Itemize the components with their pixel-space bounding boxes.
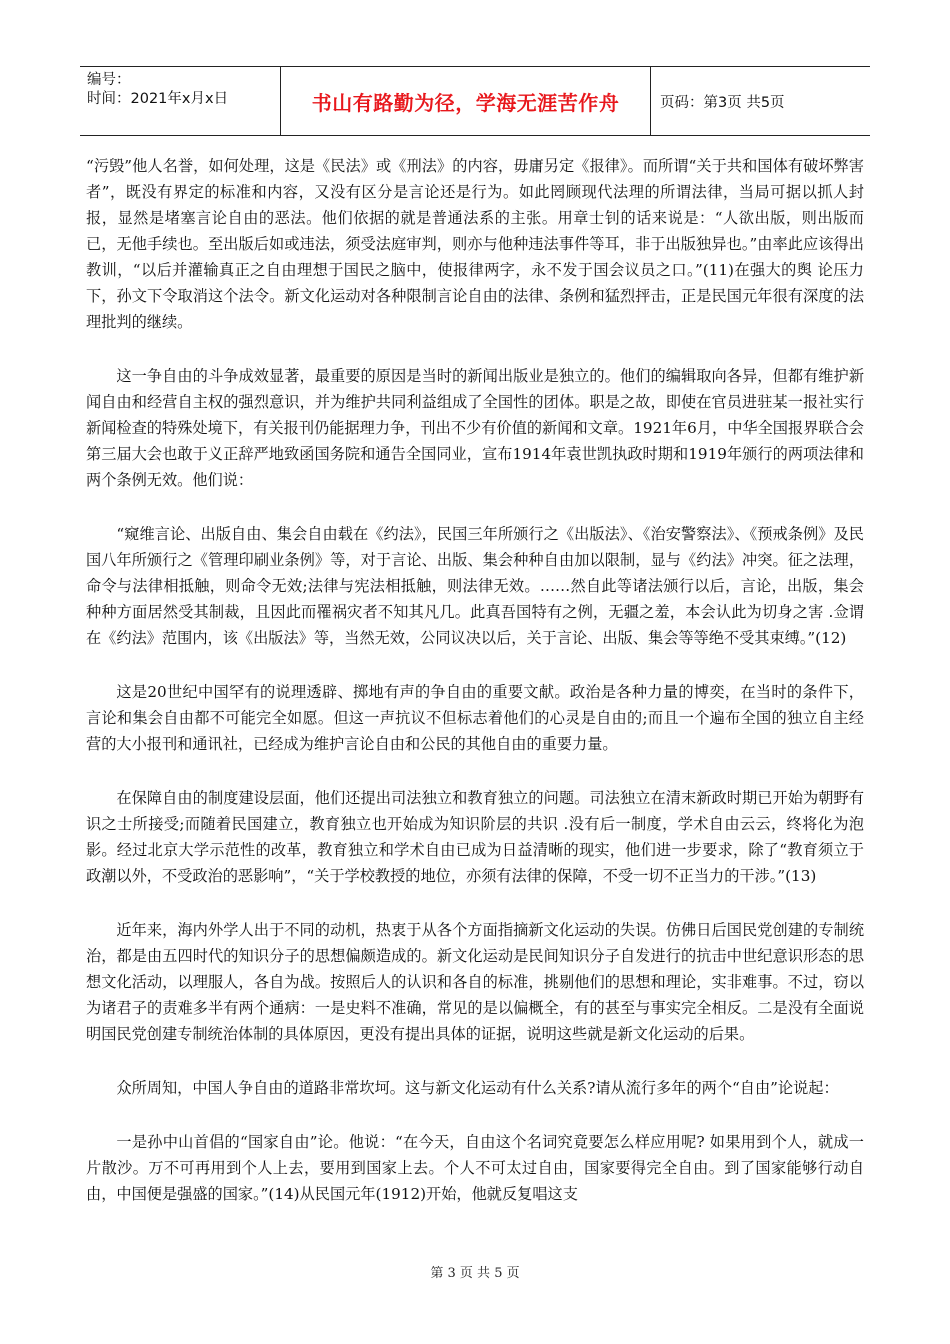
header-meta — [80, 67, 281, 135]
page-footer: 第 3 页 共 5 页 — [430, 1266, 520, 1281]
paragraph: 众所周知，中国人争自由的道路非常坎坷。这与新文化运动有什么关系?请从流行多年的两个“自由”论说起： — [116, 1079, 839, 1097]
document-date-label: 时间：2021年x月x日 — [87, 91, 229, 107]
paragraph: 一是孙中山首倡的“国家自由”论。他说：“在今天，自由这个名词究竟要怎么样应用呢? 如果用到个人，就成一片散沙。万不可再用到个人上去，要用到国家上去。个人不可太过自由，国家要得完全自由。到了国家能够行动自由，中国便是强盛的国家。”(14)从民国元年(1912)开始，他就反复唱这支 — [86, 1133, 864, 1203]
header-page-info: 页码：第3页 共5页 — [660, 94, 785, 111]
paragraph: 这是20世纪中国罕有的说理透辟、掷地有声的争自由的重要文献。政治是各种力量的博奕，在当时的条件下，言论和集会自由都不可能完全如愿。但这一声抗议不但标志着他们的心灵是自由的;而且一个遍布全国的独立自主经营的大小报刊和通讯社，已经成为维护言论自由和公民的其他自由的重要力量。 — [86, 683, 864, 753]
page-header — [80, 66, 870, 136]
paragraph: 近年来，海内外学人出于不同的动机，热衷于从各个方面指摘新文化运动的失误。仿佛日后国民党创建的专制统治，都是由五四时代的知识分子的思想偏颇造成的。新文化运动是民间知识分子自发进行的抗击中世纪意识形态的思想文化活动，以理服人，各自为战。按照后人的认识和各自的标准，挑剔他们的思想和理论，实非难事。不过，窃以为诸君子的责难多半有两个通病：一是史料不准确，常见的是以偏概全，有的甚至与事实完全相反。二是没有全面说明国民党创建专制统治体制的具体原因，更没有提出具体的证据，说明这些就是新文化运动的后果。 — [86, 921, 864, 1043]
block-quote: “窥维言论、出版自由、集会自由载在《约法》，民国三年所颁行之《出版法》、《治安警察法》、《预戒条例》及民国八年所颁行之《管理印刷业条例》等，对于言论、出版、集会种种自由加以限制，显与《约法》冲突。征之法理，命令与法律相抵触，则命令无效;法律与宪法相抵触，则法律无效。……然自此等诸法颁行以后，言论，出版，集会种种方面居然受其制裁，且因此而罹祸灾者不知其凡几。此真吾国特有之例，无疆之羞，本会认此为切身之害 .佥谓在《约法》范围内，该《出版法》等，当然无效，公同议决以后，关于言论、出版、集会等等绝不受其束缚。”(12) — [86, 525, 864, 647]
paragraph: 在保障自由的制度建设层面，他们还提出司法独立和教育独立的问题。司法独立在清末新政时期已开始为朝野有识之士所接受;而随着民国建立，教育独立也开始成为知识阶层的共识 .没有后一制度，学术自由云云，终将化为泡影。经过北京大学示范性的改革，教育独立和学术自由已成为日益清晰的现实，他们进一步要求，除了“教育须立于政潮以外，不受政治的恶影响”，“关于学校教授的地位，亦须有法律的保障，不受一切不正当力的干涉。”(13) — [86, 789, 864, 885]
header-motto: 书山有路勤为径，学海无涯苦作舟 — [281, 67, 651, 135]
document-number-label: 编号： — [87, 72, 131, 88]
document-body — [86, 153, 864, 1235]
paragraph: 这一争自由的斗争成效显著，最重要的原因是当时的新闻出版业是独立的。他们的编辑取向各异，但都有维护新闻自由和经营自主权的强烈意识，并为维护共同利益组成了全国性的团体。职是之故，即使在官员进驻某一报社实行新闻检查的特殊处境下，有关报刊仍能据理力争，刊出不少有价值的新闻和文章。1921年6月，中华全国报界联合会第三届大会也敢于义正辞严地致函国务院和通告全国同业，宣布1914年袁世凯执政时期和1919年颁行的两项法律和两个条例无效。他们说： — [86, 367, 864, 489]
paragraph: “污毁”他人名誉，如何处理，这是《民法》或《刑法》的内容，毋庸另定《报律》。而所谓“关于共和国体有破坏弊害者”，既没有界定的标准和内容，又没有区分是言论还是行为。如此罔顾现代法理的所谓法律，当局可据以抓人封报，显然是堵塞言论自由的恶法。他们依据的就是普通法系的主张。用章士钊的话来说是：“人欲出版，则出版而已，无他手续也。至出版后如或违法，须受法庭审判，则亦与他种违法事件等耳，非于出版独异也。”由率此应该得出教训，“以后并灌输真正之自由理想于国民之脑中，使报律两字，永不发于国会议员之口。”(11)在强大的舆 论压力下，孙文下令取消这个法令。新文化运动对各种限制言论自由的法律、条例和猛烈抨击，正是民国元年很有深度的法理批判的继续。 — [86, 157, 864, 331]
